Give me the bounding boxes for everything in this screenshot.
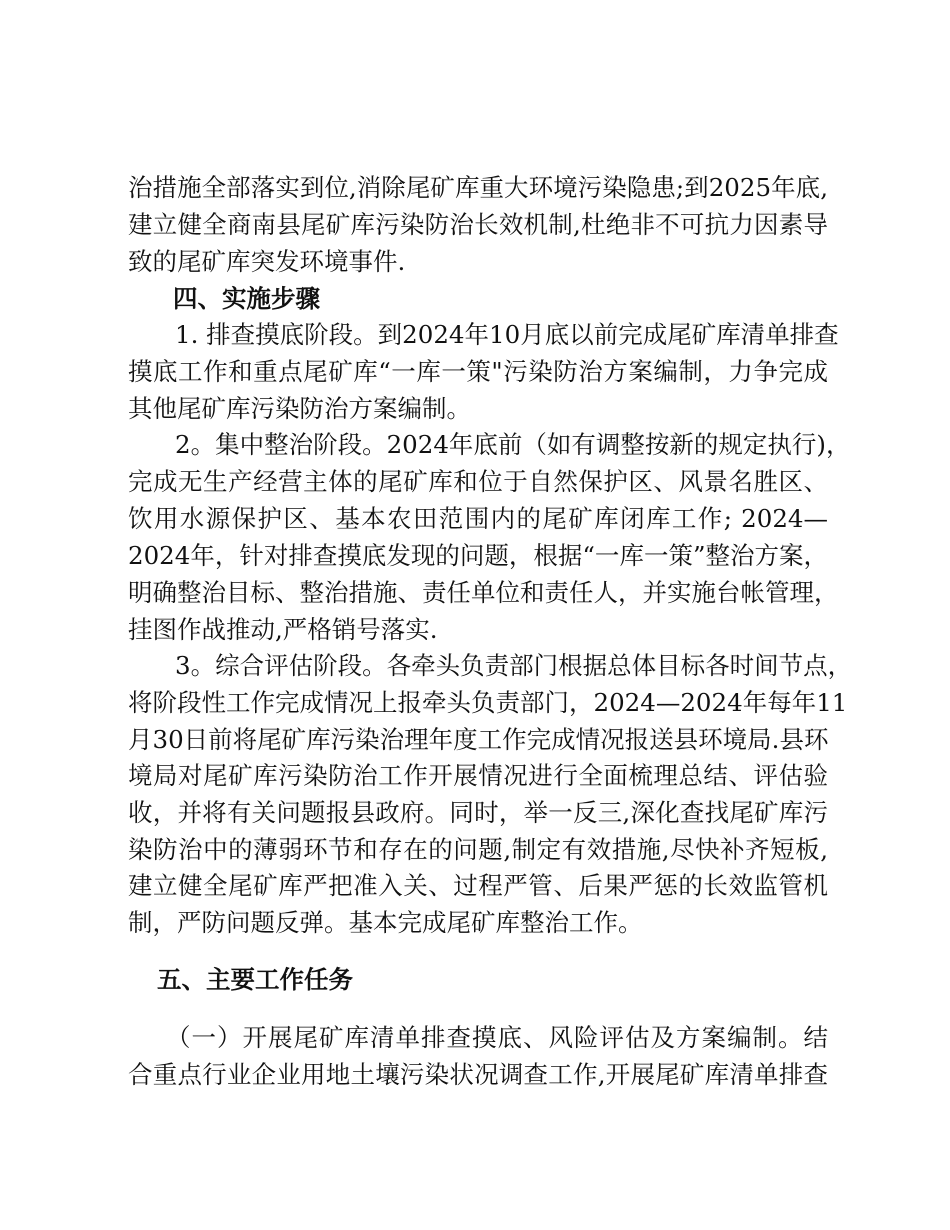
paragraph-line: 完成无生产经营主体的尾矿库和位于自然保护区、风景名胜区、	[128, 467, 828, 496]
paragraph-line: 其他尾矿库污染防治方案编制。	[128, 394, 471, 423]
paragraph-line: 建立健全商南县尾矿库污染防治长效机制,杜绝非不可抗力因素导	[128, 210, 828, 239]
paragraph-line: 将阶段性工作完成情况上报牵头负责部门，2024—2024年每年11	[128, 688, 848, 717]
paragraph-line: 明确整治目标、整治措施、责任单位和责任人，并实施台帐管理，	[128, 578, 839, 607]
paragraph-line: 2。集中整治阶段。2024年底前（如有调整按新的规定执行)，	[175, 430, 851, 459]
paragraph-line: 月30日前将尾矿库污染治理年度工作完成情况报送县环境局.县环	[128, 725, 829, 754]
paragraph-line: 3。综合评估阶段。各牵头负责部门根据总体目标各时间节点，	[175, 651, 853, 680]
paragraph-line: 收，并将有关问题报县政府。同时，举一反三,深化查找尾矿库污	[128, 798, 828, 827]
section-heading-4: 四、实施步骤	[173, 284, 320, 313]
paragraph-line: 致的尾矿库突发环境事件.	[128, 247, 406, 276]
paragraph-line: 2024年，针对排查摸底发现的问题，根据“一库一策”整治方案，	[128, 541, 828, 570]
paragraph-line: 摸底工作和重点尾矿库“一库一策"污染防治方案编制，力争完成	[128, 357, 828, 386]
paragraph-line: 制，严防问题反弹。基本完成尾矿库整治工作。	[128, 908, 643, 937]
paragraph-line: （一）开展尾矿库清单排查摸底、风险评估及方案编制。结	[166, 1023, 828, 1052]
paragraph-line: 饮用水源保护区、基本农田范围内的尾矿库闭库工作; 2024—	[128, 504, 828, 533]
paragraph-line: 境局对尾矿库污染防治工作开展情况进行全面梳理总结、评估验	[128, 761, 828, 790]
paragraph-line: 建立健全尾矿库严把准入关、过程严管、后果严惩的长效监管机	[128, 871, 828, 900]
paragraph-line: 挂图作战推动,严格销号落实.	[128, 615, 438, 644]
paragraph-line: 染防治中的薄弱环节和存在的问题,制定有效措施,尽快补齐短板,	[128, 835, 828, 864]
paragraph-line: 治措施全部落实到位,消除尾矿库重大环境污染隐患;到2025年底,	[128, 173, 828, 202]
paragraph-line: 合重点行业企业用地土壤污染状况调查工作,开展尾矿库清单排查	[128, 1060, 828, 1089]
paragraph-line: 1. 排查摸底阶段。到2024年10月底以前完成尾矿库清单排查	[175, 320, 839, 349]
section-heading-5: 五、主要工作任务	[157, 965, 353, 994]
